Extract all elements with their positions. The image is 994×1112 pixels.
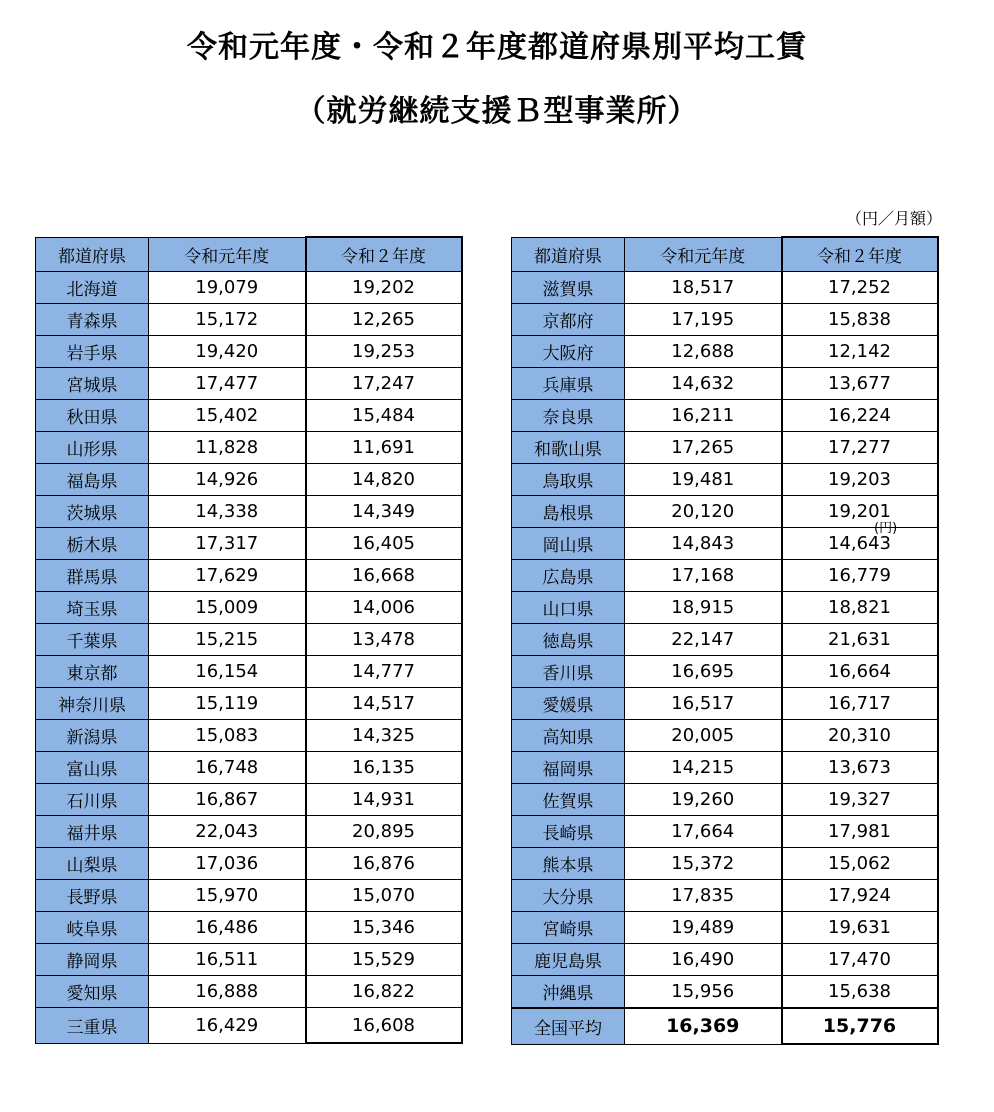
reiwa1-cell: 14,843 <box>625 528 782 560</box>
prefecture-cell: 山梨県 <box>36 848 149 880</box>
prefecture-cell: 大分県 <box>512 880 625 912</box>
prefecture-cell: 徳島県 <box>512 624 625 656</box>
page-subtitle: （就労継続支援Ｂ型事業所） <box>295 94 699 129</box>
prefecture-cell: 愛知県 <box>36 976 149 1008</box>
table-row <box>36 272 462 304</box>
reiwa2-cell: 17,252 <box>782 272 938 304</box>
prefecture-cell: 熊本県 <box>512 848 625 880</box>
header-reiwa2: 令和２年度 <box>306 237 462 272</box>
prefecture-cell: 山口県 <box>512 592 625 624</box>
stray-unit-mark: (円) <box>874 521 898 536</box>
reiwa2-cell: 20,310 <box>782 720 938 752</box>
reiwa2-cell: 16,224 <box>782 400 938 432</box>
reiwa2-cell: 11,691 <box>306 432 462 464</box>
prefecture-cell: 鳥取県 <box>512 464 625 496</box>
reiwa2-cell: 15,638 <box>782 976 938 1009</box>
prefecture-cell: 全国平均 <box>512 1008 625 1044</box>
table-row <box>512 368 938 400</box>
table-row <box>512 976 938 1009</box>
reiwa2-cell: 16,876 <box>306 848 462 880</box>
reiwa1-cell: 22,147 <box>625 624 782 656</box>
reiwa2-cell: 14,931 <box>306 784 462 816</box>
prefecture-cell: 愛媛県 <box>512 688 625 720</box>
reiwa2-cell: 12,265 <box>306 304 462 336</box>
table-row <box>512 752 938 784</box>
reiwa1-cell: 15,083 <box>149 720 306 752</box>
reiwa2-cell: 19,201 <box>782 496 938 528</box>
reiwa1-cell: 19,489 <box>625 912 782 944</box>
reiwa2-cell: 15,346 <box>306 912 462 944</box>
reiwa1-cell: 17,317 <box>149 528 306 560</box>
reiwa1-cell: 15,956 <box>625 976 782 1009</box>
prefecture-cell: 千葉県 <box>36 624 149 656</box>
prefecture-cell: 高知県 <box>512 720 625 752</box>
prefecture-cell: 岡山県 <box>512 528 625 560</box>
reiwa1-cell: 19,260 <box>625 784 782 816</box>
prefecture-cell: 兵庫県 <box>512 368 625 400</box>
prefecture-cell: 島根県 <box>512 496 625 528</box>
prefecture-cell: 石川県 <box>36 784 149 816</box>
table-row <box>36 944 462 976</box>
reiwa1-cell: 17,629 <box>149 560 306 592</box>
table-row <box>512 688 938 720</box>
reiwa1-cell: 17,265 <box>625 432 782 464</box>
table-row <box>36 848 462 880</box>
table-row <box>512 816 938 848</box>
reiwa1-cell: 15,009 <box>149 592 306 624</box>
reiwa1-cell: 14,926 <box>149 464 306 496</box>
table-row <box>36 880 462 912</box>
reiwa1-cell: 19,420 <box>149 336 306 368</box>
reiwa2-cell: 15,062 <box>782 848 938 880</box>
reiwa1-cell: 15,372 <box>625 848 782 880</box>
prefecture-cell: 長野県 <box>36 880 149 912</box>
prefecture-cell: 宮城県 <box>36 368 149 400</box>
reiwa2-cell: 17,924 <box>782 880 938 912</box>
reiwa2-cell: 16,822 <box>306 976 462 1008</box>
table-row <box>512 432 938 464</box>
reiwa1-cell: 14,338 <box>149 496 306 528</box>
table-row <box>512 912 938 944</box>
reiwa2-cell: 16,664 <box>782 656 938 688</box>
prefecture-cell: 長崎県 <box>512 816 625 848</box>
reiwa2-cell: 16,608 <box>306 1008 462 1044</box>
reiwa2-cell: 19,203 <box>782 464 938 496</box>
table-row <box>36 304 462 336</box>
prefecture-cell: 栃木県 <box>36 528 149 560</box>
reiwa2-cell: 19,202 <box>306 272 462 304</box>
reiwa1-cell: 16,369 <box>625 1008 782 1044</box>
prefecture-cell: 新潟県 <box>36 720 149 752</box>
reiwa2-cell: 13,478 <box>306 624 462 656</box>
reiwa2-cell: 19,631 <box>782 912 938 944</box>
reiwa1-cell: 15,119 <box>149 688 306 720</box>
prefecture-cell: 宮崎県 <box>512 912 625 944</box>
prefecture-cell: 福岡県 <box>512 752 625 784</box>
reiwa2-cell: 16,405 <box>306 528 462 560</box>
reiwa2-cell: 17,470 <box>782 944 938 976</box>
reiwa2-cell: 16,668 <box>306 560 462 592</box>
reiwa1-cell: 16,511 <box>149 944 306 976</box>
reiwa1-cell: 15,172 <box>149 304 306 336</box>
prefecture-cell: 滋賀県 <box>512 272 625 304</box>
prefecture-cell: 佐賀県 <box>512 784 625 816</box>
prefecture-cell: 群馬県 <box>36 560 149 592</box>
prefecture-cell: 京都府 <box>512 304 625 336</box>
reiwa1-cell: 16,867 <box>149 784 306 816</box>
reiwa2-cell: 13,673 <box>782 752 938 784</box>
reiwa2-cell: 15,070 <box>306 880 462 912</box>
table-row <box>512 720 938 752</box>
table-row <box>36 976 462 1008</box>
prefecture-cell: 大阪府 <box>512 336 625 368</box>
table-row <box>512 560 938 592</box>
prefecture-cell: 沖縄県 <box>512 976 625 1009</box>
prefecture-cell: 青森県 <box>36 304 149 336</box>
table-row <box>36 656 462 688</box>
reiwa1-cell: 19,079 <box>149 272 306 304</box>
table-row <box>36 560 462 592</box>
reiwa1-cell: 14,215 <box>625 752 782 784</box>
reiwa2-cell: 14,006 <box>306 592 462 624</box>
reiwa2-cell: 19,253 <box>306 336 462 368</box>
table-row <box>36 1008 462 1044</box>
prefecture-cell: 福島県 <box>36 464 149 496</box>
reiwa1-cell: 17,835 <box>625 880 782 912</box>
reiwa1-cell: 15,215 <box>149 624 306 656</box>
prefecture-cell: 福井県 <box>36 816 149 848</box>
table-row <box>512 656 938 688</box>
table-row <box>36 464 462 496</box>
reiwa2-cell: 14,325 <box>306 720 462 752</box>
table-row <box>512 592 938 624</box>
prefecture-cell: 三重県 <box>36 1008 149 1044</box>
header-reiwa2: 令和２年度 <box>782 237 938 272</box>
reiwa2-cell: 14,820 <box>306 464 462 496</box>
table-row <box>512 784 938 816</box>
table-row <box>512 400 938 432</box>
prefecture-cell: 岩手県 <box>36 336 149 368</box>
prefecture-cell: 奈良県 <box>512 400 625 432</box>
reiwa2-cell: 15,484 <box>306 400 462 432</box>
table-row <box>512 272 938 304</box>
reiwa2-cell: 17,981 <box>782 816 938 848</box>
header-row <box>512 237 938 272</box>
prefecture-cell: 鹿児島県 <box>512 944 625 976</box>
table-row <box>36 784 462 816</box>
table-row <box>36 912 462 944</box>
reiwa1-cell: 18,915 <box>625 592 782 624</box>
reiwa2-cell: 19,327 <box>782 784 938 816</box>
reiwa1-cell: 16,888 <box>149 976 306 1008</box>
table-row <box>36 752 462 784</box>
reiwa2-cell: 15,838 <box>782 304 938 336</box>
reiwa1-cell: 12,688 <box>625 336 782 368</box>
reiwa1-cell: 16,154 <box>149 656 306 688</box>
reiwa1-cell: 15,402 <box>149 400 306 432</box>
prefecture-cell: 埼玉県 <box>36 592 149 624</box>
reiwa2-cell: 17,277 <box>782 432 938 464</box>
prefecture-cell: 山形県 <box>36 432 149 464</box>
prefecture-cell: 北海道 <box>36 272 149 304</box>
reiwa1-cell: 17,168 <box>625 560 782 592</box>
table-row <box>512 464 938 496</box>
reiwa1-cell: 20,120 <box>625 496 782 528</box>
reiwa2-cell: 15,529 <box>306 944 462 976</box>
reiwa1-cell: 16,748 <box>149 752 306 784</box>
reiwa1-cell: 15,970 <box>149 880 306 912</box>
table-row <box>512 1008 938 1044</box>
table-row <box>36 496 462 528</box>
table-row <box>36 432 462 464</box>
table-row <box>36 688 462 720</box>
table-row <box>512 336 938 368</box>
table-row <box>36 624 462 656</box>
reiwa2-cell: 18,821 <box>782 592 938 624</box>
header-prefecture: 都道府県 <box>36 237 149 272</box>
prefecture-cell: 東京都 <box>36 656 149 688</box>
reiwa2-cell: 14,777 <box>306 656 462 688</box>
prefecture-cell: 茨城県 <box>36 496 149 528</box>
table-row <box>36 528 462 560</box>
prefecture-cell: 岐阜県 <box>36 912 149 944</box>
reiwa1-cell: 17,477 <box>149 368 306 400</box>
table-row <box>36 336 462 368</box>
reiwa1-cell: 16,486 <box>149 912 306 944</box>
reiwa1-cell: 17,036 <box>149 848 306 880</box>
unit-note: （円／月額） <box>846 209 943 228</box>
table-row <box>36 720 462 752</box>
prefecture-cell: 香川県 <box>512 656 625 688</box>
reiwa2-cell: 17,247 <box>306 368 462 400</box>
reiwa1-cell: 20,005 <box>625 720 782 752</box>
reiwa2-cell: 14,517 <box>306 688 462 720</box>
reiwa2-cell: 15,776 <box>782 1008 938 1044</box>
reiwa1-cell: 17,664 <box>625 816 782 848</box>
prefecture-cell: 秋田県 <box>36 400 149 432</box>
prefecture-cell: 和歌山県 <box>512 432 625 464</box>
table-row <box>512 304 938 336</box>
reiwa1-cell: 16,517 <box>625 688 782 720</box>
wage-table-right <box>511 236 939 1045</box>
table-row <box>36 592 462 624</box>
reiwa2-cell: 20,895 <box>306 816 462 848</box>
table-row <box>512 848 938 880</box>
header-reiwa1: 令和元年度 <box>625 237 782 272</box>
reiwa2-cell: 12,142 <box>782 336 938 368</box>
table-row <box>512 624 938 656</box>
table-row <box>36 400 462 432</box>
table-row <box>512 944 938 976</box>
page-title: 令和元年度・令和２年度都道府県別平均工賃 <box>187 30 807 65</box>
reiwa2-cell: 21,631 <box>782 624 938 656</box>
reiwa2-cell: 16,135 <box>306 752 462 784</box>
reiwa1-cell: 16,490 <box>625 944 782 976</box>
reiwa1-cell: 22,043 <box>149 816 306 848</box>
header-reiwa1: 令和元年度 <box>149 237 306 272</box>
reiwa1-cell: 17,195 <box>625 304 782 336</box>
reiwa2-cell: 16,779 <box>782 560 938 592</box>
wage-table-left <box>35 236 463 1044</box>
table-row <box>36 816 462 848</box>
reiwa1-cell: 14,632 <box>625 368 782 400</box>
reiwa1-cell: 18,517 <box>625 272 782 304</box>
reiwa2-cell: 14,643 <box>782 528 938 560</box>
prefecture-cell: 広島県 <box>512 560 625 592</box>
reiwa1-cell: 16,429 <box>149 1008 306 1044</box>
reiwa1-cell: 16,211 <box>625 400 782 432</box>
reiwa1-cell: 19,481 <box>625 464 782 496</box>
table-row <box>36 368 462 400</box>
reiwa2-cell: 14,349 <box>306 496 462 528</box>
table-row <box>512 880 938 912</box>
prefecture-cell: 静岡県 <box>36 944 149 976</box>
reiwa1-cell: 16,695 <box>625 656 782 688</box>
reiwa2-cell: 13,677 <box>782 368 938 400</box>
prefecture-cell: 富山県 <box>36 752 149 784</box>
header-prefecture: 都道府県 <box>512 237 625 272</box>
prefecture-cell: 神奈川県 <box>36 688 149 720</box>
reiwa2-cell: 16,717 <box>782 688 938 720</box>
header-row <box>36 237 462 272</box>
reiwa1-cell: 11,828 <box>149 432 306 464</box>
